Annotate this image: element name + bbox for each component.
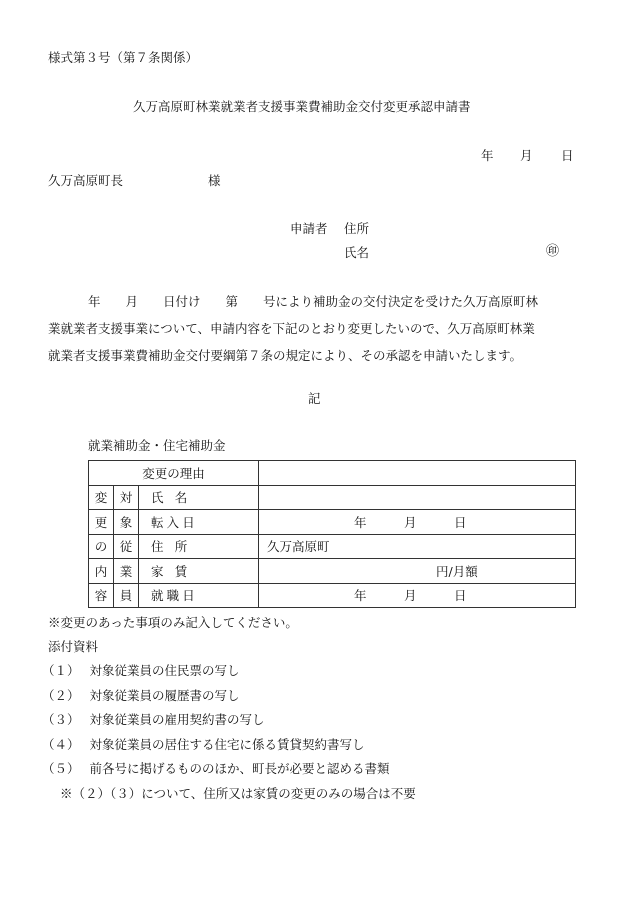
date-month-label: 月: [520, 148, 533, 163]
attachment-text: 対象従業員の居住する住宅に係る賃貸契約書写し: [89, 737, 365, 752]
employment-date-cell[interactable]: 年 月 日: [259, 583, 576, 608]
row-label: 転入日: [139, 510, 259, 535]
change-content-char: 内: [89, 559, 114, 584]
attachment-number: （５）: [42, 761, 80, 776]
change-content-char: の: [89, 534, 114, 559]
body-line: 就業者支援事業費補助金交付要綱第７条の規定により、その承認を申請いたします。: [48, 348, 523, 363]
applicant-label: 申請者: [290, 221, 328, 236]
table-row: [89, 559, 576, 584]
ki-heading: 記: [308, 391, 321, 406]
target-employee-char: 象: [114, 510, 139, 535]
note: ※変更のあった事項のみ記入してください。: [48, 615, 298, 630]
body-line: 年 月 日付け 第 号により補助金の交付決定を受けた久万高原町林: [88, 294, 539, 309]
row-label: 氏名: [139, 485, 259, 510]
section-title: 就業補助金・住宅補助金: [88, 438, 226, 453]
table-row: [89, 534, 576, 559]
list-item: [42, 739, 365, 752]
body-paragraph: [48, 288, 596, 369]
change-content-char: 更: [89, 510, 114, 535]
move-in-date-cell[interactable]: 年 月 日: [259, 510, 576, 535]
row-label: 家賃: [139, 559, 259, 584]
body-line: 業就業者支援事業について、申請内容を下記のとおり変更したいので、久万高原町林業: [48, 321, 535, 336]
seal-mark: ㊞: [546, 244, 560, 259]
table-row: [89, 485, 576, 510]
table-row: [89, 583, 576, 608]
attachment-number: （２）: [42, 688, 80, 703]
list-item: [42, 690, 240, 703]
target-employee-char: 業: [114, 559, 139, 584]
attachments-title: 添付資料: [48, 639, 99, 654]
applicant-address-label: 住所: [344, 221, 370, 236]
reason-row: [89, 461, 576, 486]
attachment-text: 前各号に掲げるもののほか、町長が必要と認める書類: [89, 761, 390, 776]
attachment-number: （４）: [42, 737, 80, 752]
reason-header: 変更の理由: [89, 461, 259, 486]
attachment-text: 対象従業員の雇用契約書の写し: [89, 712, 265, 727]
attachment-text: 対象従業員の住民票の写し: [89, 663, 240, 678]
form-number: 様式第３号（第７条関係）: [48, 50, 199, 65]
footnote: ※（２）（３）について、住所又は家賃の変更のみの場合は不要: [60, 786, 416, 801]
list-item: [42, 763, 390, 776]
table-row: [89, 510, 576, 535]
list-item: [42, 665, 240, 678]
attachment-number: （１）: [42, 663, 80, 678]
change-table: [88, 460, 576, 608]
addressee-name: 久万高原町長: [48, 173, 124, 188]
name-value-cell[interactable]: [259, 485, 576, 510]
attachment-text: 対象従業員の履歴書の写し: [89, 688, 240, 703]
document-title: 久万高原町林業就業者支援事業費補助金交付変更承認申請書: [133, 99, 471, 114]
applicant-name-label: 氏名: [344, 245, 370, 260]
date-day-label: 日: [561, 148, 574, 163]
change-content-char: 変: [89, 485, 114, 510]
list-item: [42, 714, 265, 727]
target-employee-char: 従: [114, 534, 139, 559]
reason-value-cell[interactable]: [259, 461, 576, 486]
rent-value-cell[interactable]: 円/月額: [259, 559, 576, 584]
target-employee-char: 対: [114, 485, 139, 510]
date-year-label: 年: [481, 148, 494, 163]
attachment-number: （３）: [42, 712, 80, 727]
addressee-honorific: 様: [208, 173, 221, 188]
target-employee-char: 員: [114, 583, 139, 608]
address-value-cell[interactable]: 久万高原町: [259, 534, 576, 559]
change-content-char: 容: [89, 583, 114, 608]
row-label: 就職日: [139, 583, 259, 608]
row-label: 住所: [139, 534, 259, 559]
